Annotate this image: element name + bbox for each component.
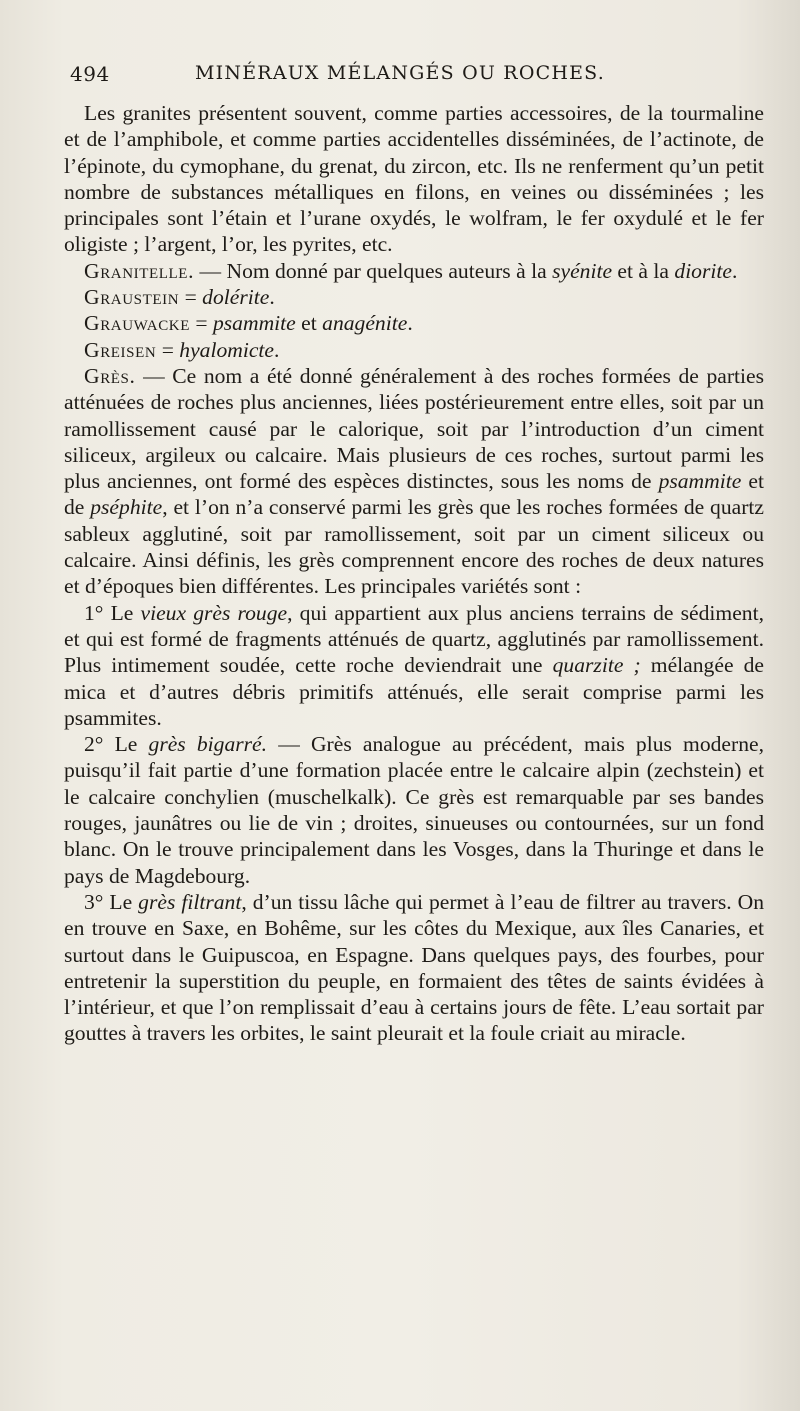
entry-text: =: [179, 285, 203, 310]
granites-paragraph: Les granites présentent souvent, comme parties accessoires, de la tourmaline et de l’amphibole, et comme parties accidentelles disséminées, de l’actinote, de l’épinote, du cymophane, du grenat, du zircon, etc. Ils ne renferment qu’un petit nombre de substances métalliques en filons, en veines ou disséminées ; les principales sont l’étain et l’urane oxydés, le wolfram, le fer oxydulé et le fer oligiste ; l’argent, l’or, les pyrites, etc.: [64, 101, 764, 257]
entry-text: , et l’on n’a conservé parmi les grès que les roches formées de quartz sableux agglutiné, soit par ramollissement, soit par un ciment siliceux ou calcaire. Ainsi définis, les grès comprennent encore des roches de deux natures et d’époques bien différentes. Les principales variétés sont :: [64, 495, 764, 599]
entry-term: Graustein: [84, 285, 180, 310]
entry-ref: psammite: [658, 469, 742, 494]
variety-number: 3° Le: [84, 889, 139, 914]
variety-name: grès bigarré.: [148, 732, 268, 757]
entry-graustein: [64, 284, 764, 310]
entry-term: Granitelle.: [84, 258, 195, 283]
entry-text: et de: [64, 469, 764, 520]
entry-text: et: [295, 311, 323, 336]
body-text: [64, 100, 764, 1047]
variety-gres-bigarre: [64, 731, 764, 889]
entry-ref: hyalomicte: [179, 337, 275, 362]
entry-ref: diorite: [674, 258, 732, 283]
running-head: MINÉRAUX MÉLANGÉS OU ROCHES.: [195, 62, 605, 84]
entry-text: .: [731, 258, 738, 283]
variety-gres-filtrant: [64, 889, 764, 1047]
entry-ref: syénite: [552, 258, 613, 283]
entry-term: Grauwacke: [84, 311, 190, 336]
entry-term: Greisen: [84, 337, 157, 362]
entry-text: et à la: [612, 258, 675, 283]
variety-text: , qui appartient aux plus anciens terrains de sédiment, et qui est formé de fragments atténués de quartz, agglutinés par ramollissement. Plus intimement soudée, cette roche deviendrait une: [64, 600, 764, 678]
entry-text: — Nom donné par quelques auteurs à la: [194, 258, 553, 283]
variety-name: grès filtrant: [138, 889, 242, 914]
variety-number: 2° Le: [84, 732, 149, 757]
page-number: 494: [70, 62, 110, 86]
variety-ref: quarzite ;: [552, 653, 641, 678]
entry-granitelle: [64, 258, 764, 284]
variety-vieux-gres-rouge: [64, 600, 764, 731]
entry-text: .: [269, 285, 275, 310]
variety-text: , d’un tissu lâche qui permet à l’eau de filtrer au travers. On en trouve en Saxe, en Bohême, sur les côtes du Mexique, aux îles Canaries, et surtout dans le Guipuscoa, en Espagne. Dans quelques pays, des fourbes, pour entretenir la superstition du peuple, en formaient des têtes de saints évidées à l’intérieur, et que l’on remplissait d’eau à certains jours de fête. L’eau sortait par gouttes à travers les orbites, le saint pleurait et la foule criait au miracle.: [64, 889, 764, 1046]
variety-name: vieux grès rouge: [140, 600, 288, 625]
entry-greisen: [64, 337, 764, 363]
entry-text: =: [156, 337, 180, 362]
entry-text: .: [407, 311, 413, 336]
variety-text: mélangée de mica et d’autres débris primitifs atténués, elle serait comprise parmi les psammites.: [64, 653, 765, 730]
entry-ref: pséphite: [90, 495, 163, 520]
entry-ref: anagénite: [322, 311, 408, 336]
entry-text: — Ce nom a été donné généralement à des roches formées de parties atténuées de roches plus anciennes, liées postérieurement entre elles, soit par un ramollissement causé par le calorique, soit par l’introduction d’un ciment siliceux, argileux ou calcaire. Mais plusieurs de ces roches, surtout parmi les plus anciennes, ont formé des espèces distinctes, sous les noms de: [64, 363, 764, 494]
page-header: [70, 62, 760, 92]
entry-term: Grès.: [84, 363, 136, 388]
entry-text: =: [190, 311, 213, 336]
entry-ref: psammite: [212, 311, 296, 336]
variety-number: 1° Le: [84, 600, 141, 625]
entry-gres: [64, 363, 764, 600]
entry-ref: dolérite: [202, 285, 270, 310]
variety-text: — Grès analogue au précédent, mais plus moderne, puisqu’il fait partie d’une formation placée entre le calcaire alpin (zechstein) et le calcaire conchylien (muschelkalk). Ce grès est remarquable par ses bandes rouges, jaunâtres ou lie de vin ; droites, sinueuses ou contournées, sur un fond blanc. On le trouve principalement dans les Vosges, dans la Thuringe et dans le pays de Magdebourg.: [64, 732, 764, 888]
entry-text: .: [274, 337, 280, 362]
entry-grauwacke: [64, 310, 764, 336]
